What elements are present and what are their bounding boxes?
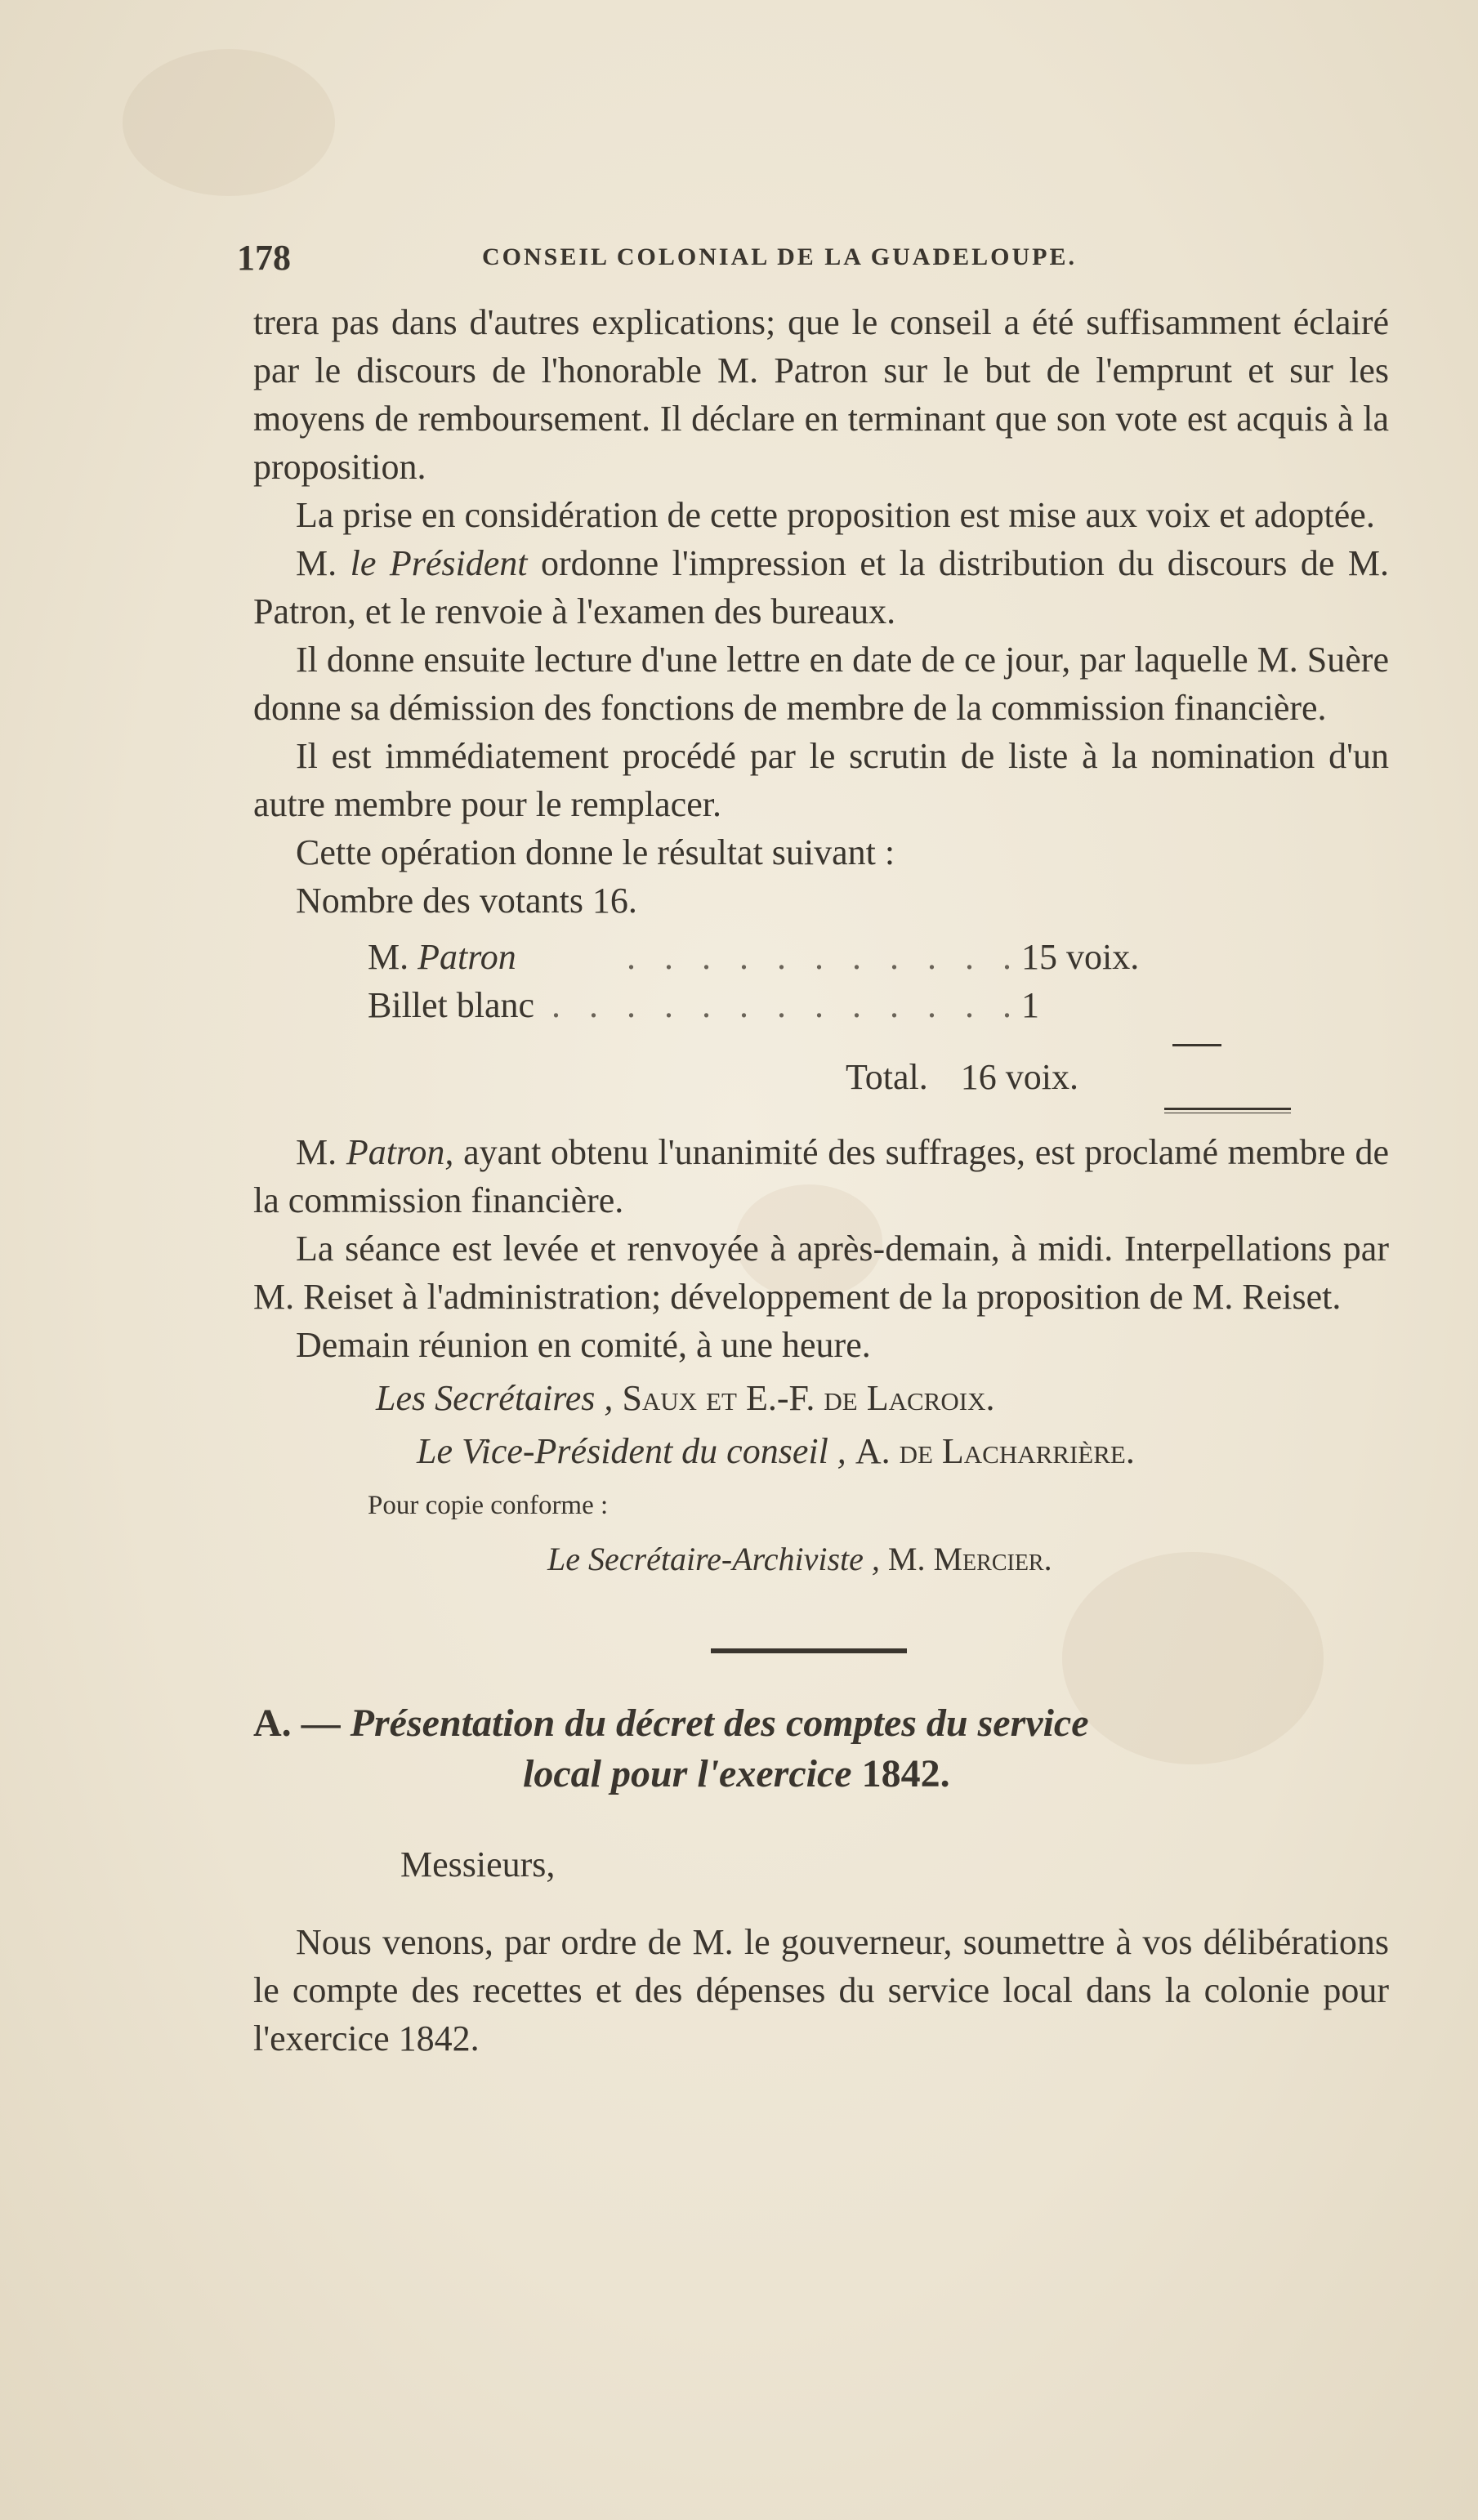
copy-note: Pour copie conforme :: [368, 1491, 609, 1520]
paragraph: Il donne ensuite lecture d'une lettre en date de ce jour, par laquelle M. Suère donne sa démission des fonctions de membre de la commission financière.: [253, 640, 1389, 728]
signature-secretaires: [253, 1374, 1389, 1422]
vote-candidate: Billet blanc: [368, 985, 535, 1025]
vote-table: [368, 933, 1209, 1113]
double-rule: [1164, 1108, 1291, 1113]
paragraph: Nous venons, par ordre de M. le gouverneur, soumettre à vos délibérations le compte des recettes et des dépenses du service local dans la colonie pour l'exercice 1842.: [253, 1922, 1389, 2058]
vote-prefix: M.: [368, 937, 409, 977]
total-label: Total.: [845, 1057, 928, 1097]
signature-title: Le Vice-Président du conseil ,: [417, 1431, 846, 1471]
vote-row: [368, 933, 1209, 981]
signature-archiviste: [253, 1535, 1389, 1583]
vote-dots: . . . . . . . . . . .: [627, 937, 1021, 977]
text-span: ordonne l'impression et la distribution du discours de M. Patron, et le renvoie à l'examen des bureaux.: [253, 543, 1389, 631]
paragraph: Il est immédiatement procédé par le scrutin de liste à la nomination d'un autre membre pour le remplacer.: [253, 736, 1389, 824]
annex-heading-line: [253, 1698, 1389, 1749]
body-text: [253, 298, 1389, 2063]
annex-letter: A. —: [253, 1702, 341, 1745]
italic-span: Patron,: [346, 1132, 454, 1172]
paragraph: La séance est levée et renvoyée à après-demain, à midi. Interpellations par M. Reiset à l'administration; développement de la proposition de M. Reiset.: [253, 1229, 1389, 1317]
paragraph: trera pas dans d'autres explications; que le conseil a été suffisamment éclairé par le discours de l'honorable M. Patron sur le but de l'emprunt et sur les moyens de remboursement. Il déclare en terminant que son vote est acquis à la proposition.: [253, 302, 1389, 487]
vote-count: 15 voix.: [1021, 937, 1140, 977]
annex-title: Présentation du décret des comptes du service: [350, 1702, 1089, 1745]
paragraph: Cette opération donne le résultat suivant :: [296, 832, 895, 872]
stain-mark: [123, 49, 335, 196]
page-number: 178: [237, 238, 291, 278]
annex-year: 1842.: [861, 1752, 950, 1795]
sum-rule: [1172, 1044, 1221, 1046]
vote-candidate: Patron: [418, 937, 516, 977]
annex-title: local pour l'exercice: [523, 1752, 852, 1795]
page-header: [237, 237, 1413, 278]
paragraph: [253, 539, 1389, 636]
signature-names: M. Mercier.: [887, 1541, 1052, 1577]
text-span: M.: [296, 1132, 337, 1172]
text-span: ayant obtenu l'unanimité des suffrages, est proclamé membre de la commission financière.: [253, 1132, 1390, 1220]
total-value: 16 voix.: [960, 1057, 1078, 1097]
signature-vice-president: [253, 1427, 1389, 1475]
salutation: Messieurs,: [400, 1844, 556, 1884]
signature-title: Le Secrétaire-Archiviste ,: [547, 1541, 880, 1577]
annex-heading-line: [253, 1749, 1389, 1800]
paragraph: Nombre des votants 16.: [296, 881, 637, 921]
annex-heading: [253, 1698, 1389, 1800]
vote-name: [368, 981, 551, 1029]
signature-title: Les Secrétaires ,: [376, 1378, 614, 1418]
text-span: M.: [296, 543, 337, 583]
running-head: CONSEIL COLONIAL DE LA GUADELOUPE.: [482, 243, 1077, 270]
italic-span: le Président: [350, 543, 528, 583]
section-separator: [711, 1648, 907, 1653]
vote-count: 1: [1021, 985, 1039, 1025]
vote-dots: . . . . . . . . . . . . .: [551, 985, 1021, 1025]
signature-names: Saux et E.-F. de Lacroix.: [622, 1378, 995, 1418]
paragraph: Demain réunion en comité, à une heure.: [296, 1325, 871, 1365]
paragraph: [253, 1128, 1389, 1224]
vote-total-row: [368, 1053, 1209, 1101]
paragraph: La prise en considération de cette proposition est mise aux voix et adoptée.: [296, 495, 1375, 535]
vote-row: [368, 981, 1209, 1029]
vote-name: [368, 933, 627, 981]
signature-names: A. de Lacharrière.: [855, 1431, 1135, 1471]
